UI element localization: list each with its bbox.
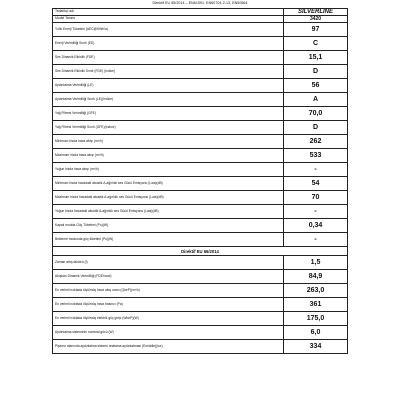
row-value: 361 xyxy=(284,298,348,312)
row-label: Kapalı modda Güç Tüketimi (Po)(W) xyxy=(53,219,284,233)
table-row xyxy=(53,219,348,233)
row-label: Pişirme alanında aydınlatma sistemi ortalama aydınlatması (Emiddle)(lux) xyxy=(53,340,284,354)
row-label: Yoğun hizda hava akışı (m³/h) xyxy=(53,163,284,177)
row-value: 97 xyxy=(284,23,348,37)
row-value: 175,0 xyxy=(284,312,348,326)
table-row xyxy=(53,177,348,191)
table-row xyxy=(53,284,348,298)
row-value: - xyxy=(284,163,348,177)
row-value: 54 xyxy=(284,177,348,191)
section-row xyxy=(53,247,348,256)
table-row xyxy=(53,79,348,93)
table-row xyxy=(53,149,348,163)
row-label: En verimli noktada ölçülmüş hava basıncı (Pa) xyxy=(53,298,284,312)
table-row xyxy=(53,270,348,284)
table-row xyxy=(53,298,348,312)
row-value: 1,5 xyxy=(284,256,348,270)
table-row xyxy=(53,51,348,65)
row-label: Akışkan Dinamik Verimliliği (FDEhood) xyxy=(53,270,284,284)
row-value: D xyxy=(284,65,348,79)
table-row xyxy=(53,121,348,135)
table-row xyxy=(53,135,348,149)
table-row xyxy=(53,9,348,16)
table-row xyxy=(53,191,348,205)
table-row xyxy=(53,205,348,219)
row-label: Minimum hizda havadaki akustik A-ağırlıklı ses Gücü Emisyonu (Lwa)(dB) xyxy=(53,177,284,191)
row-label: Aydınlatma Verimliliği Sınıfı (LE)(Indice) xyxy=(53,93,284,107)
spec-table xyxy=(52,8,348,354)
row-value: 334 xyxy=(284,340,348,354)
row-label: Zaman artış faktörü (f) xyxy=(53,256,284,270)
table-row xyxy=(53,163,348,177)
model-value: 3420 xyxy=(284,16,348,23)
row-label: Bekleme modunda güç tüketimi (Ps)(W) xyxy=(53,233,284,247)
row-label: Enerji Verimliliği Sınıfı (EE) xyxy=(53,37,284,51)
row-label: Yoğun hizda havadaki akustik A-ağırlıklı ses Gücü Emisyonu (Lwa)(dB) xyxy=(53,205,284,219)
row-value: 263,0 xyxy=(284,284,348,298)
row-value: 70 xyxy=(284,191,348,205)
row-label: Ses Dinamik Etkinlik (FDE) xyxy=(53,51,284,65)
row-label: Minimum hizda hava akışı (m³/h) xyxy=(53,135,284,149)
table-row xyxy=(53,233,348,247)
supplier-label: Tedarikçi adı xyxy=(53,9,284,16)
row-label: Yağ Filtresi Verimliliği (GFE) xyxy=(53,107,284,121)
table-row xyxy=(53,23,348,37)
table-row xyxy=(53,107,348,121)
row-value: 533 xyxy=(284,149,348,163)
supplier-value: SILVERLINE xyxy=(284,9,348,16)
row-label: Yıllık Enerji Tüketimi (AEC@KWh/a) xyxy=(53,23,284,37)
row-label: Aydınlatma Verimliliği (LE) xyxy=(53,79,284,93)
row-value: 15,1 xyxy=(284,51,348,65)
row-value: A xyxy=(284,93,348,107)
row-label: En verimli noktada ölçülmüş hava akış oranı (QbeP)(m³/h) xyxy=(53,284,284,298)
row-value: - xyxy=(284,205,348,219)
model-label: Model Tanımı xyxy=(53,16,284,23)
table-row xyxy=(53,340,348,354)
row-value: D xyxy=(284,121,348,135)
row-value: 0,34 xyxy=(284,219,348,233)
row-label: En verimli noktada ölçülmüş elektrik güç girişi (WbeP)(W) xyxy=(53,312,284,326)
table-row xyxy=(53,312,348,326)
row-value: 70,0 xyxy=(284,107,348,121)
section-title: Direktif EU 66/2014 xyxy=(53,247,348,256)
table-row xyxy=(53,37,348,51)
row-value: C xyxy=(284,37,348,51)
table-row xyxy=(53,93,348,107)
directive-header: Direktif EU 65/2014 – EN61591, EN60704-2-13, EN50564 xyxy=(152,1,248,5)
row-label: Maximum hizda hava akışı (m³/h) xyxy=(53,149,284,163)
table-row xyxy=(53,326,348,340)
row-label: Aydınlatma sisteminin nominal gücü (W) xyxy=(53,326,284,340)
table-row xyxy=(53,16,348,23)
row-value: 262 xyxy=(284,135,348,149)
row-value: 56 xyxy=(284,79,348,93)
table-row xyxy=(53,256,348,270)
row-value: - xyxy=(284,233,348,247)
row-label: Yağ Filtresi Verimliliği Sınıfı (GFE)(Indice) xyxy=(53,121,284,135)
table-row xyxy=(53,65,348,79)
row-value: 6,0 xyxy=(284,326,348,340)
row-label: Ses Dinamik Etkinlik Sınıfı (FDE) (Indice) xyxy=(53,65,284,79)
row-label: Maximum hizda havadaki akustik A-ağırlıklı ses Gücü Emisyonu (Lwa)(dB) xyxy=(53,191,284,205)
row-value: 84,9 xyxy=(284,270,348,284)
spec-sheet xyxy=(50,0,350,400)
